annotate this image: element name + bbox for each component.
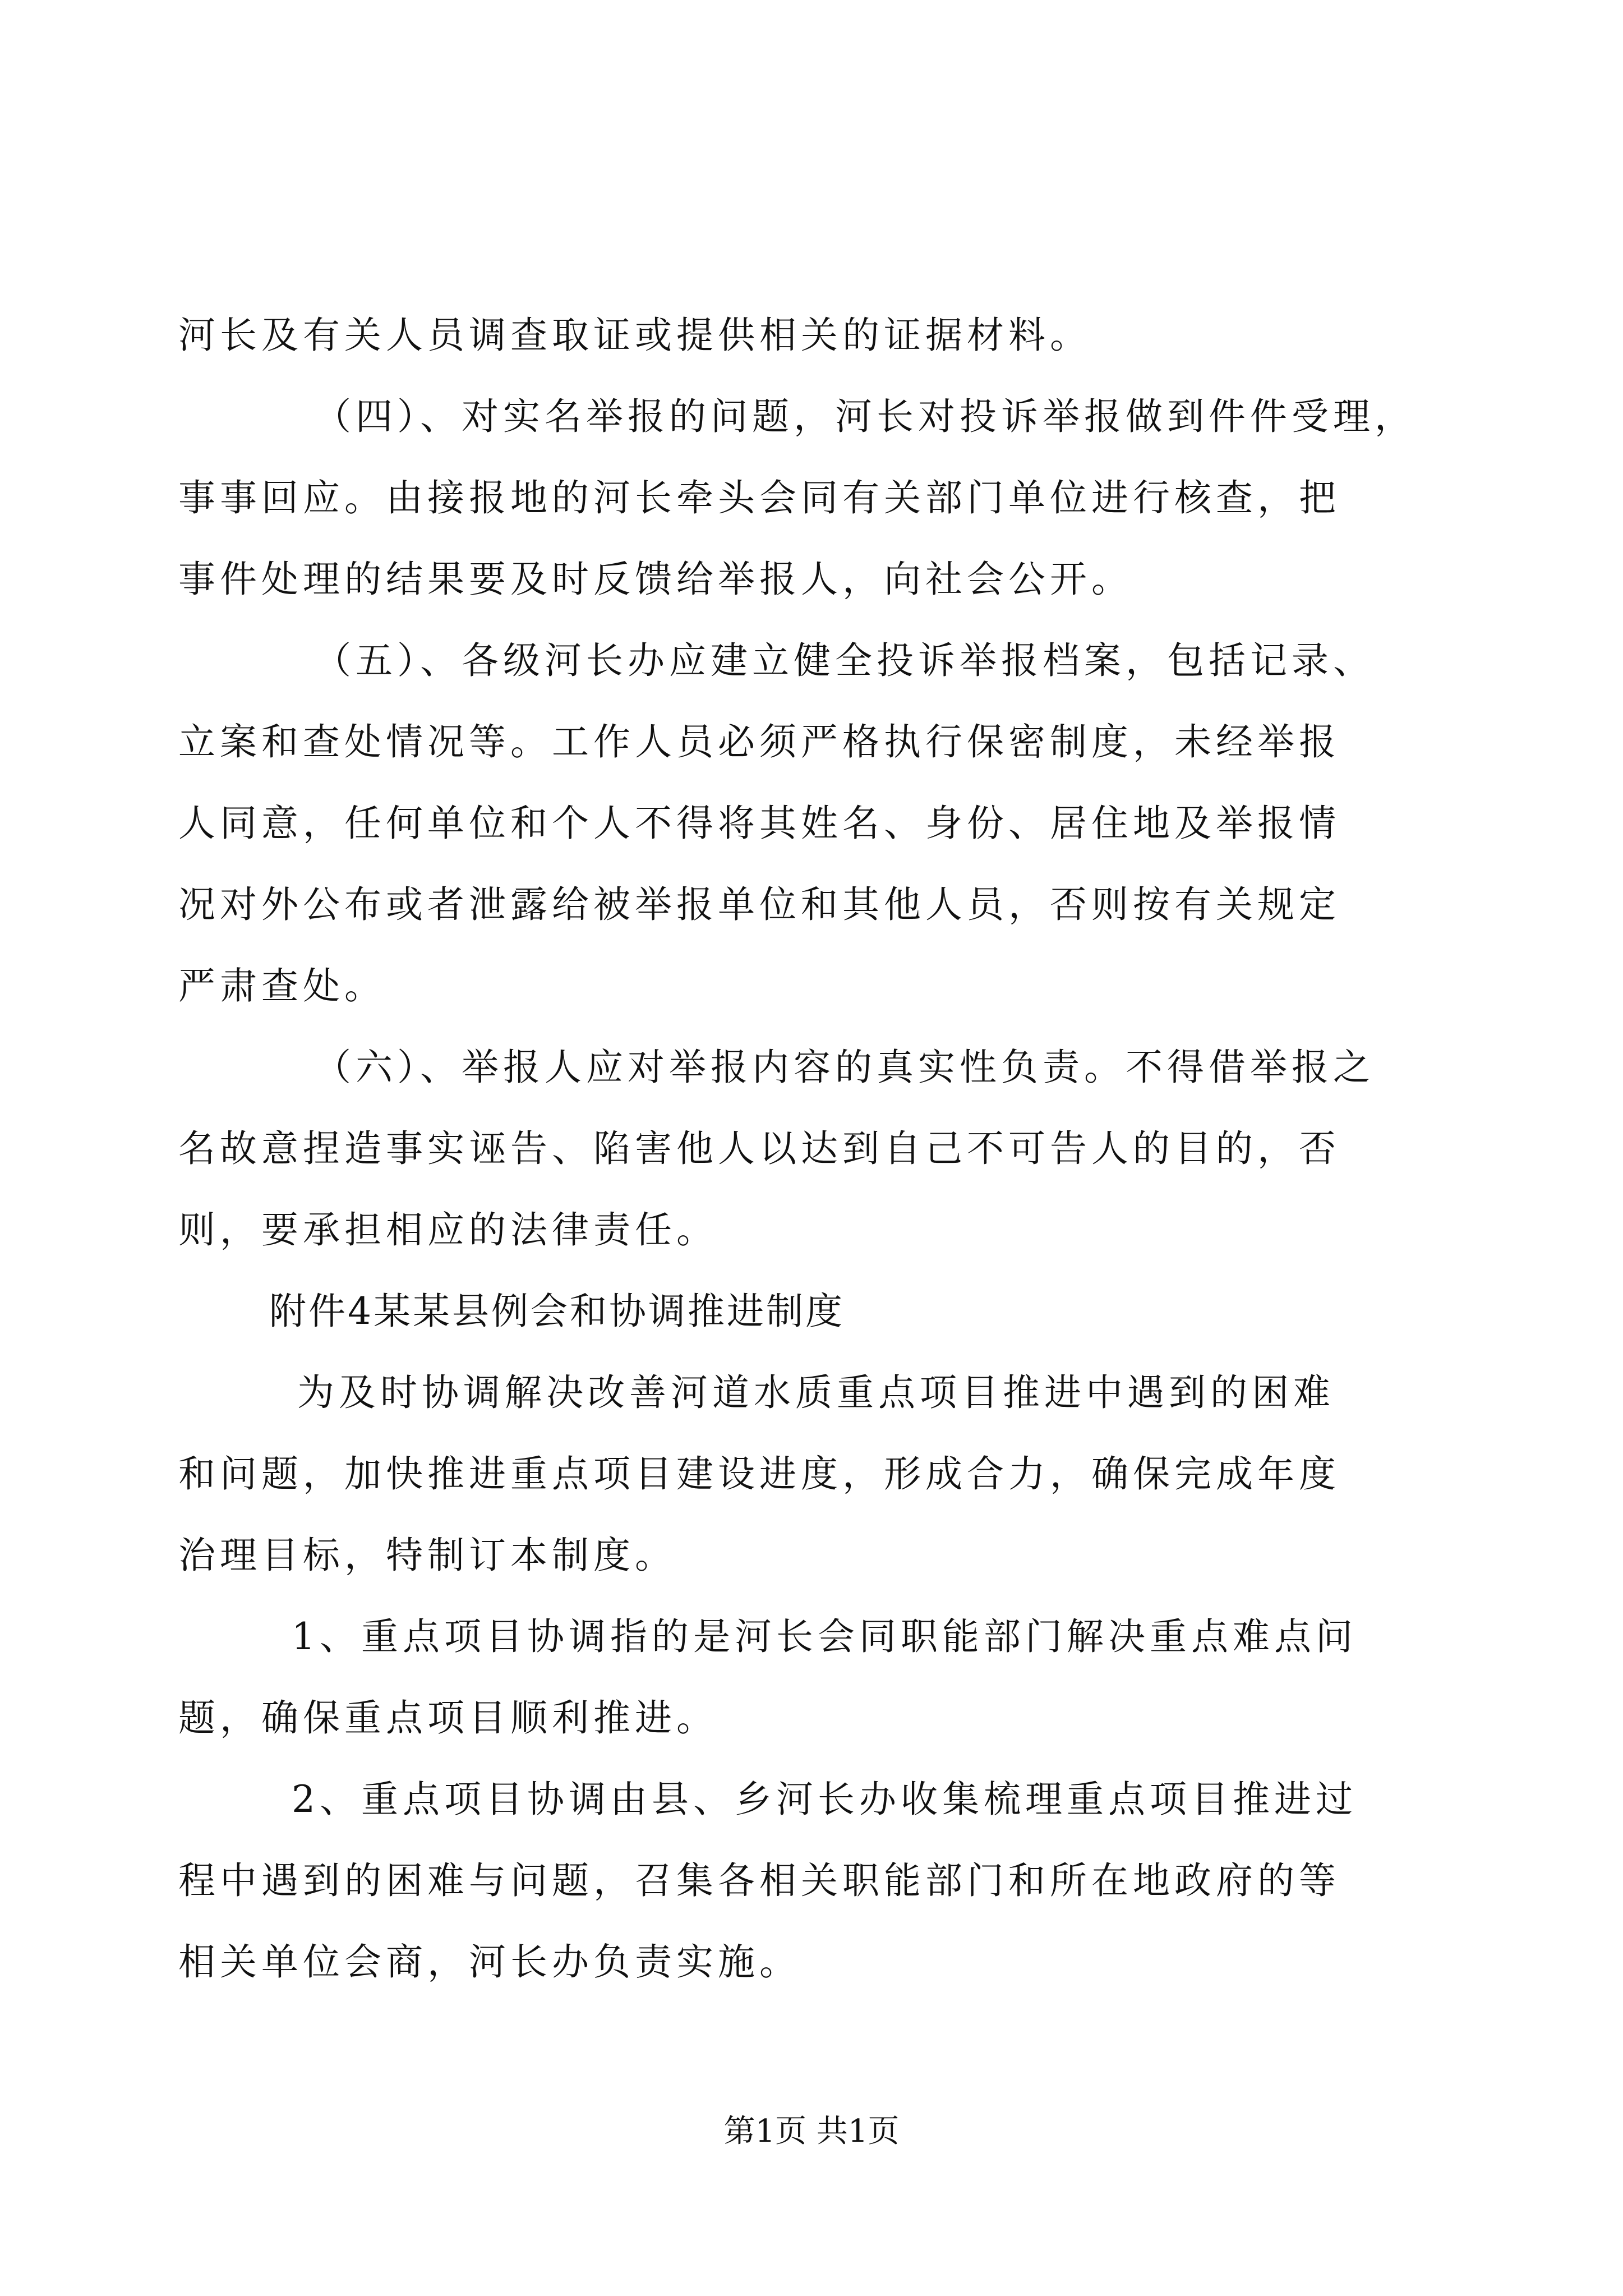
body-line: 程中遇到的困难与问题，召集各相关职能部门和所在地政府的等 xyxy=(178,1859,1340,1902)
body-line: 名故意捏造事实诬告、陷害他人以达到自己不可告人的目的，否 xyxy=(178,1127,1340,1170)
paragraph-6-start: （六）、举报人应对举报内容的真实性负责。不得借举报之 xyxy=(314,1046,1375,1089)
body-line: 况对外公布或者泄露给被举报单位和其他人员，否则按有关规定 xyxy=(178,883,1340,926)
body-line: 立案和查处情况等。工作人员必须严格执行保密制度，未经举报 xyxy=(178,720,1340,763)
paragraph-4-start: （四）、对实名举报的问题，河长对投诉举报做到件件受理， xyxy=(314,395,1416,438)
body-line: 和问题，加快推进重点项目建设进度，形成合力，确保完成年度 xyxy=(178,1452,1340,1496)
attachment-heading: 附件4某某县例会和协调推进制度 xyxy=(269,1290,845,1333)
body-line: 人同意，任何单位和个人不得将其姓名、身份、居住地及举报情 xyxy=(178,802,1340,845)
body-line: 治理目标，特制订本制度。 xyxy=(178,1534,676,1577)
body-line: 则，要承担相应的法律责任。 xyxy=(178,1208,718,1251)
paragraph-5-start: （五）、各级河长办应建立健全投诉举报档案，包括记录、 xyxy=(314,639,1375,682)
body-line: 事事回应。由接报地的河长牵头会同有关部门单位进行核查，把 xyxy=(178,476,1340,519)
body-line: 相关单位会商，河长办负责实施。 xyxy=(178,1940,801,1984)
item-2-start: 2、重点项目协调由县、乡河长办收集梳理重点项目推进过 xyxy=(292,1778,1357,1821)
body-line: 事件处理的结果要及时反馈给举报人，向社会公开。 xyxy=(178,558,1133,601)
page-footer: 第1页 共1页 xyxy=(723,2113,900,2150)
item-1-start: 1、重点项目协调指的是河长会同职能部门解决重点难点问 xyxy=(292,1615,1357,1658)
body-line: 河长及有关人员调查取证或提供相关的证据材料。 xyxy=(178,314,1091,357)
body-line: 严肃查处。 xyxy=(178,964,386,1007)
body-line: 题，确保重点项目顺利推进。 xyxy=(178,1696,718,1740)
intro-paragraph-start: 为及时协调解决改善河道水质重点项目推进中遇到的困难 xyxy=(297,1371,1335,1414)
